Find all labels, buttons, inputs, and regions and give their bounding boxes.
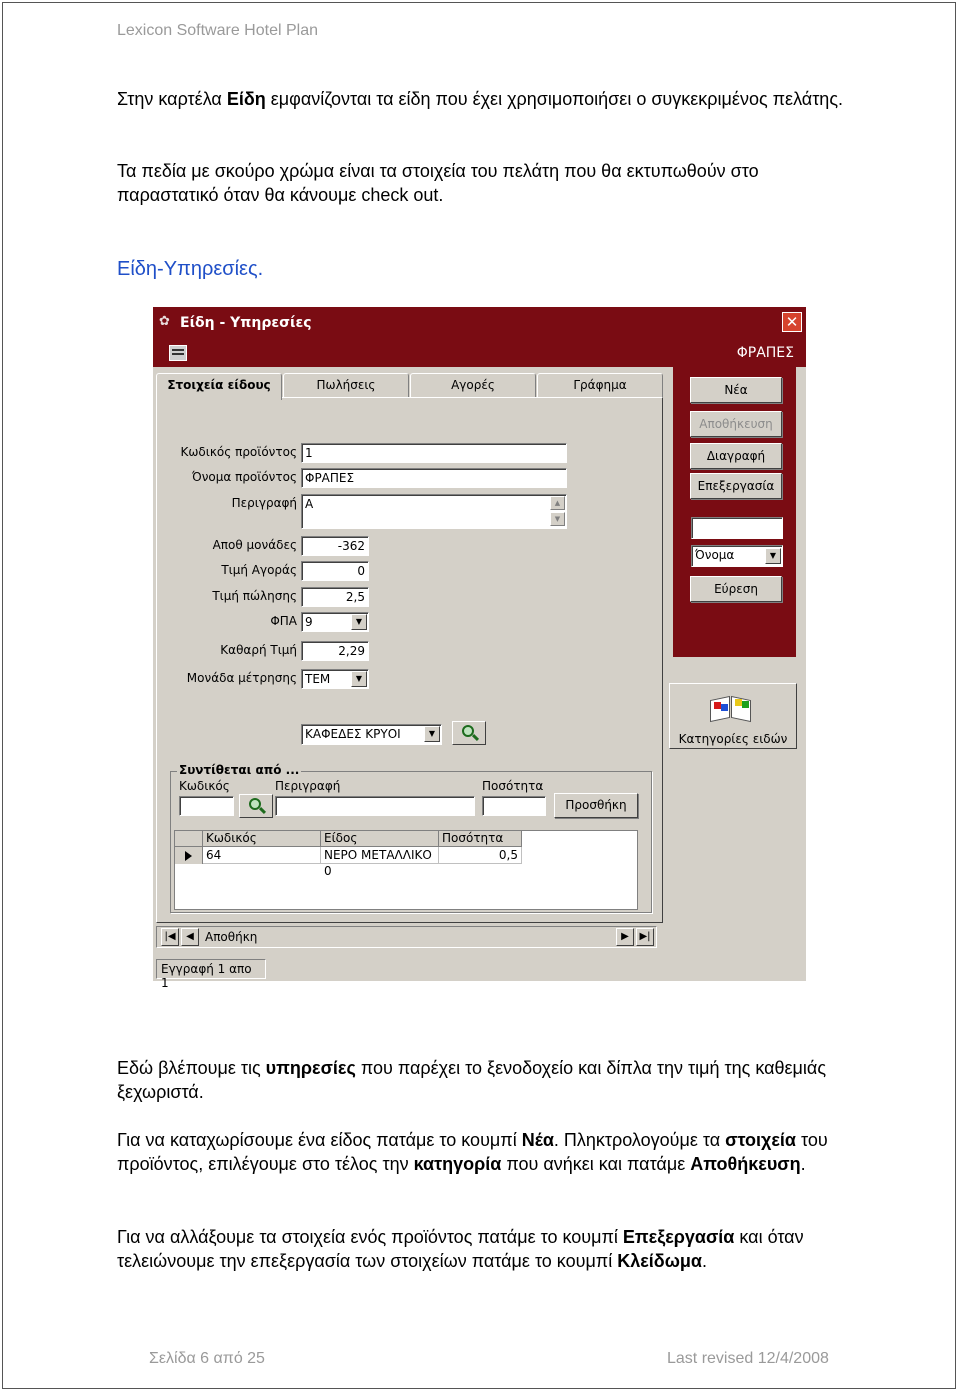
section-title: Είδη-Υπηρεσίες. (117, 258, 264, 280)
product-name-field[interactable]: ΦΡΑΠΕΣ (301, 468, 567, 488)
text-span: Εδώ βλέπουμε τις (117, 1058, 266, 1078)
document-header: Lexicon Software Hotel Plan (117, 22, 318, 39)
text-span: Για να καταχωρίσουμε ένα είδος πατάμε το κουμπί (117, 1130, 522, 1150)
text-span: που παρέχει το ξενοδοχείο και δίπλα την τιμή της καθεμιάς ξεχωριστά. (117, 1058, 826, 1102)
add-button[interactable]: Προσθήκη (554, 793, 638, 818)
buy-price-label: Τιμή Αγοράς (221, 563, 297, 577)
text-span: που ανήκει και πατάμε (501, 1154, 691, 1174)
close-icon: ✕ (785, 313, 799, 331)
chevron-down-icon[interactable]: ▼ (351, 614, 367, 630)
unit-label: Μονάδα μέτρησης (186, 671, 297, 685)
status-bar (153, 957, 806, 990)
window-title: Είδη - Υπηρεσίες (180, 315, 312, 331)
categories-button[interactable] (669, 683, 797, 749)
vat-select[interactable] (301, 612, 369, 632)
stock-label: Αποθ μονάδες (212, 538, 297, 552)
category-select[interactable] (301, 724, 442, 745)
text-span: . (702, 1251, 708, 1271)
chevron-down-icon[interactable]: ▼ (424, 726, 440, 742)
composition-group (170, 763, 652, 913)
bold-text: Κλείδωμα (617, 1251, 702, 1271)
text-span: εμφανίζονται τα είδη που έχει χρησιμοποιήσει ο συγκεκριμένος πελάτης. (265, 89, 843, 109)
description-field[interactable] (301, 494, 567, 529)
record-navigator (156, 926, 657, 948)
comp-desc-label: Περιγραφή (275, 779, 341, 793)
text-span: του προϊόντος, επιλέγουμε στο τέλος την (117, 1130, 828, 1174)
record-count: Εγγραφή 1 απο 1 (156, 959, 266, 979)
category-value: ΚΑΦΕΔΕΣ ΚΡΥΟΙ (305, 727, 401, 741)
table-cell[interactable]: 64 (203, 847, 321, 864)
text-span: και όταν τελειώνουμε την επεξεργασία των στοιχείων πατάμε το κουμπί (117, 1227, 804, 1271)
row-indicator-icon[interactable] (175, 847, 203, 864)
composition-grid (174, 830, 638, 910)
body-paragraph-2 (117, 1128, 857, 1176)
vat-value: 9 (305, 615, 313, 629)
comp-qty-field[interactable] (482, 796, 546, 816)
bold-text: στοιχεία (725, 1130, 796, 1150)
next-record-icon[interactable]: ▶ (616, 928, 634, 946)
search-by-value: Όνομα (695, 548, 735, 562)
comp-qty-label: Ποσότητα (482, 779, 544, 793)
name-label: Όνομα προϊόντος (191, 470, 297, 484)
last-record-icon[interactable]: ▶| (636, 928, 654, 946)
toolbar (153, 339, 806, 367)
tab-item-details[interactable]: Στοιχεία είδους (156, 373, 282, 400)
vat-label: ΦΠΑ (270, 614, 297, 628)
categories-label: Κατηγορίες ειδών (678, 732, 788, 746)
bold-text: κατηγορία (413, 1154, 502, 1174)
text-span: Για να αλλάξουμε τα στοιχεία ενός προϊόντος πατάμε το κουμπί (117, 1227, 623, 1247)
search-icon (462, 725, 474, 737)
tab-panel (156, 397, 663, 923)
search-icon (249, 798, 261, 810)
items-services-window (153, 307, 806, 990)
category-search-button[interactable] (452, 721, 486, 745)
app-icon: ✿ (159, 314, 170, 329)
composition-title: Συντίθεται από ... (179, 763, 300, 777)
text-span: . (800, 1154, 806, 1174)
comp-search-button[interactable] (239, 794, 273, 818)
bold-text: Αποθήκευση (690, 1154, 801, 1174)
prev-record-icon[interactable]: ◀ (181, 928, 199, 946)
edit-button[interactable]: Επεξεργασία (690, 473, 782, 499)
chevron-down-icon[interactable]: ▼ (351, 671, 367, 687)
table-cell[interactable]: ΝΕΡΟ ΜΕΤΑΛΛΙΚΟ 0 (321, 847, 439, 864)
intro-paragraph-1 (117, 87, 857, 111)
description-label: Περιγραφή (231, 496, 297, 510)
net-price-label: Καθαρή Τιμή (220, 643, 297, 657)
net-price-field[interactable]: 2,29 (301, 641, 369, 661)
tab-control (156, 373, 663, 923)
description-text: Α (305, 497, 314, 511)
client-name: ΦΡΑΠΕΣ (736, 345, 794, 361)
save-button[interactable]: Αποθήκευση (690, 411, 782, 437)
buy-price-field[interactable]: 0 (301, 561, 369, 581)
stock-units-field[interactable]: -362 (301, 536, 369, 556)
book-icon (710, 692, 754, 722)
title-bar (153, 307, 806, 339)
comp-code-field[interactable] (179, 796, 234, 816)
grid-header-code: Κωδικός (203, 831, 321, 847)
product-code-field[interactable]: 1 (301, 443, 567, 463)
chevron-down-icon[interactable]: ▼ (765, 548, 781, 564)
search-by-select[interactable] (691, 545, 783, 567)
sell-price-field[interactable]: 2,5 (301, 587, 369, 607)
close-button[interactable] (782, 312, 802, 332)
revision-date: Last revised 12/4/2008 (667, 1350, 829, 1367)
scroll-down-icon[interactable]: ▼ (550, 512, 565, 526)
navigator-label: Αποθήκη (205, 930, 258, 944)
unit-select[interactable] (301, 669, 369, 689)
search-input[interactable] (691, 517, 783, 539)
bold-text: υπηρεσίες (265, 1058, 356, 1078)
bold-text: Νέα (521, 1130, 554, 1150)
sell-price-label: Τιμή πώλησης (212, 589, 297, 603)
unit-value: ΤΕΜ (305, 672, 331, 686)
table-cell[interactable]: 0,5 (439, 847, 522, 864)
bold-text: Είδη (226, 89, 266, 109)
grid-header-item: Είδος (321, 831, 439, 847)
toolbar-icon[interactable] (169, 345, 187, 361)
grid-header-quantity: Ποσότητα (439, 831, 522, 847)
tab-purchases[interactable]: Αγορές (410, 373, 536, 397)
grid-corner (175, 831, 203, 847)
bold-text: Επεξεργασία (622, 1227, 735, 1247)
body-paragraph-3 (117, 1225, 857, 1273)
scroll-up-icon[interactable]: ▲ (550, 496, 565, 510)
tab-chart[interactable]: Γράφημα (537, 373, 663, 397)
page-number: Σελίδα 6 από 25 (149, 1350, 265, 1367)
find-button[interactable]: Εύρεση (690, 576, 782, 602)
delete-button[interactable]: Διαγραφή (690, 443, 782, 469)
text-span: Στην καρτέλα (117, 89, 227, 109)
comp-code-label: Κωδικός (179, 779, 230, 793)
body-paragraph-1 (117, 1056, 857, 1104)
code-label: Κωδικός προϊόντος (180, 445, 297, 459)
intro-paragraph-2: Τα πεδία με σκούρο χρώμα είναι τα στοιχεία του πελάτη που θα εκτυπωθούν στο παραστατικό όταν θα κάνουμε check out. (117, 161, 759, 205)
first-record-icon[interactable]: |◀ (161, 928, 179, 946)
text-span: . Πληκτρολογούμε τα (553, 1130, 726, 1150)
comp-desc-field[interactable] (275, 796, 475, 816)
action-panel (673, 367, 796, 657)
tab-sales[interactable]: Πωλήσεις (283, 373, 409, 397)
new-button[interactable]: Νέα (690, 377, 782, 403)
